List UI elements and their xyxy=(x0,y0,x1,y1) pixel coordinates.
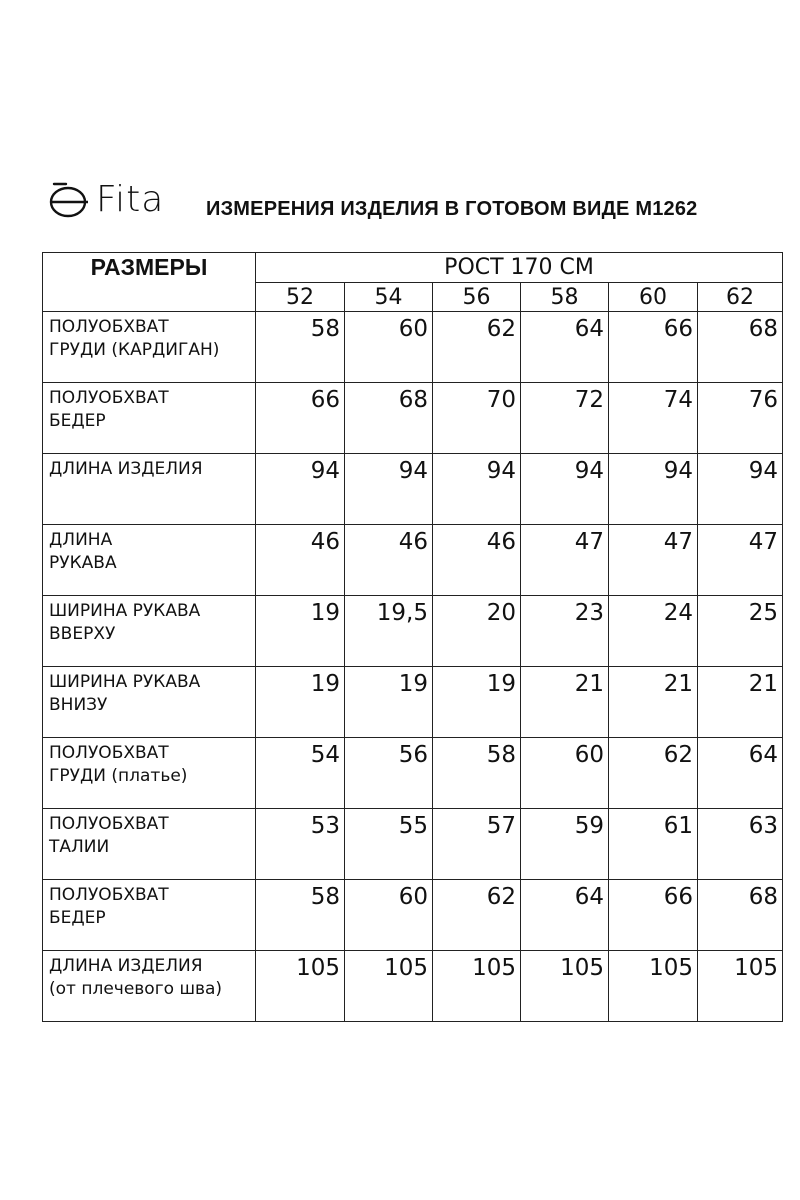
sizes-header-cell xyxy=(43,253,256,312)
value-cell: 46 xyxy=(256,525,345,596)
value-cell: 57 xyxy=(433,809,521,880)
row-label xyxy=(43,454,256,525)
value-cell: 74 xyxy=(609,383,698,454)
value-cell: 66 xyxy=(609,312,698,383)
value-cell: 94 xyxy=(521,454,609,525)
row-label-line: ПОЛУОБХВАТ xyxy=(49,814,169,834)
row-label xyxy=(43,383,256,454)
value-cell: 105 xyxy=(256,951,345,1022)
value-cell: 46 xyxy=(345,525,433,596)
value-cell: 94 xyxy=(345,454,433,525)
row-label-line: ПОЛУОБХВАТ xyxy=(49,743,169,763)
sizes-header: РАЗМЕРЫ xyxy=(90,254,208,280)
row-label-line: ШИРИНА РУКАВА xyxy=(49,601,201,621)
value-cell: 68 xyxy=(698,312,783,383)
value-cell: 19 xyxy=(256,596,345,667)
row-label xyxy=(43,667,256,738)
value-cell: 105 xyxy=(345,951,433,1022)
value-cell: 63 xyxy=(698,809,783,880)
size-header: 54 xyxy=(345,283,433,312)
value-cell: 19 xyxy=(433,667,521,738)
row-label-line: ШИРИНА РУКАВА xyxy=(49,672,201,692)
table-row xyxy=(43,809,783,880)
table-row xyxy=(43,951,783,1022)
row-label xyxy=(43,596,256,667)
size-header: 58 xyxy=(521,283,609,312)
size-header: 60 xyxy=(609,283,698,312)
value-cell: 64 xyxy=(521,312,609,383)
row-label-line: БЕДЕР xyxy=(49,908,106,928)
value-cell: 19 xyxy=(345,667,433,738)
row-label-line: ПОЛУОБХВАТ xyxy=(49,317,169,337)
value-cell: 66 xyxy=(256,383,345,454)
value-cell: 21 xyxy=(609,667,698,738)
value-cell: 20 xyxy=(433,596,521,667)
value-cell: 94 xyxy=(698,454,783,525)
row-label-line: ТАЛИИ xyxy=(49,837,110,857)
row-label-line: ДЛИНА xyxy=(49,530,113,550)
row-label-line: (от плечевого шва) xyxy=(49,979,223,999)
row-label xyxy=(43,525,256,596)
row-label-line: ГРУДИ (платье) xyxy=(49,766,188,786)
row-label-line: БЕДЕР xyxy=(49,411,106,431)
row-label-line: РУКАВА xyxy=(49,553,117,573)
row-label-line: ГРУДИ (КАРДИГАН) xyxy=(49,340,220,360)
value-cell: 105 xyxy=(609,951,698,1022)
value-cell: 105 xyxy=(521,951,609,1022)
table-row xyxy=(43,880,783,951)
value-cell: 21 xyxy=(698,667,783,738)
value-cell: 76 xyxy=(698,383,783,454)
value-cell: 62 xyxy=(433,880,521,951)
value-cell: 62 xyxy=(433,312,521,383)
value-cell: 61 xyxy=(609,809,698,880)
value-cell: 68 xyxy=(698,880,783,951)
value-cell: 58 xyxy=(433,738,521,809)
value-cell: 47 xyxy=(521,525,609,596)
size-chart-table xyxy=(42,252,783,1022)
value-cell: 60 xyxy=(345,312,433,383)
value-cell: 47 xyxy=(698,525,783,596)
value-cell: 66 xyxy=(609,880,698,951)
table-row xyxy=(43,596,783,667)
value-cell: 46 xyxy=(433,525,521,596)
value-cell: 25 xyxy=(698,596,783,667)
row-label xyxy=(43,312,256,383)
row-label xyxy=(43,738,256,809)
size-header: 52 xyxy=(256,283,345,312)
table-row xyxy=(43,383,783,454)
row-label xyxy=(43,880,256,951)
value-cell: 58 xyxy=(256,312,345,383)
value-cell: 60 xyxy=(521,738,609,809)
value-cell: 59 xyxy=(521,809,609,880)
fita-logo-icon xyxy=(44,178,92,222)
brand-logo xyxy=(44,178,164,222)
row-label-line: ПОЛУОБХВАТ xyxy=(49,388,169,408)
value-cell: 23 xyxy=(521,596,609,667)
value-cell: 72 xyxy=(521,383,609,454)
value-cell: 55 xyxy=(345,809,433,880)
height-header: РОСТ 170 СМ xyxy=(256,253,783,283)
row-label xyxy=(43,951,256,1022)
size-header: 62 xyxy=(698,283,783,312)
value-cell: 62 xyxy=(609,738,698,809)
row-label-line: ДЛИНА ИЗДЕЛИЯ xyxy=(49,459,203,479)
table-row xyxy=(43,525,783,596)
value-cell: 105 xyxy=(433,951,521,1022)
value-cell: 54 xyxy=(256,738,345,809)
value-cell: 64 xyxy=(698,738,783,809)
value-cell: 105 xyxy=(698,951,783,1022)
row-label xyxy=(43,809,256,880)
value-cell: 94 xyxy=(609,454,698,525)
logo-text: Fita xyxy=(96,179,165,220)
value-cell: 64 xyxy=(521,880,609,951)
row-label-line: ВНИЗУ xyxy=(49,695,108,715)
row-label-line: ВВЕРХУ xyxy=(49,624,116,644)
value-cell: 70 xyxy=(433,383,521,454)
header-row xyxy=(43,253,783,283)
row-label-line: ПОЛУОБХВАТ xyxy=(49,885,169,905)
value-cell: 58 xyxy=(256,880,345,951)
value-cell: 47 xyxy=(609,525,698,596)
value-cell: 68 xyxy=(345,383,433,454)
value-cell: 19 xyxy=(256,667,345,738)
table-row xyxy=(43,667,783,738)
value-cell: 56 xyxy=(345,738,433,809)
value-cell: 19,5 xyxy=(345,596,433,667)
table-row xyxy=(43,738,783,809)
table-row xyxy=(43,312,783,383)
value-cell: 53 xyxy=(256,809,345,880)
value-cell: 21 xyxy=(521,667,609,738)
value-cell: 94 xyxy=(256,454,345,525)
row-label-line: ДЛИНА ИЗДЕЛИЯ xyxy=(49,956,203,976)
value-cell: 60 xyxy=(345,880,433,951)
value-cell: 94 xyxy=(433,454,521,525)
value-cell: 24 xyxy=(609,596,698,667)
table-row xyxy=(43,454,783,525)
size-header: 56 xyxy=(433,283,521,312)
page-title: ИЗМЕРЕНИЯ ИЗДЕЛИЯ В ГОТОВОМ ВИДЕ М1262 xyxy=(206,198,698,220)
